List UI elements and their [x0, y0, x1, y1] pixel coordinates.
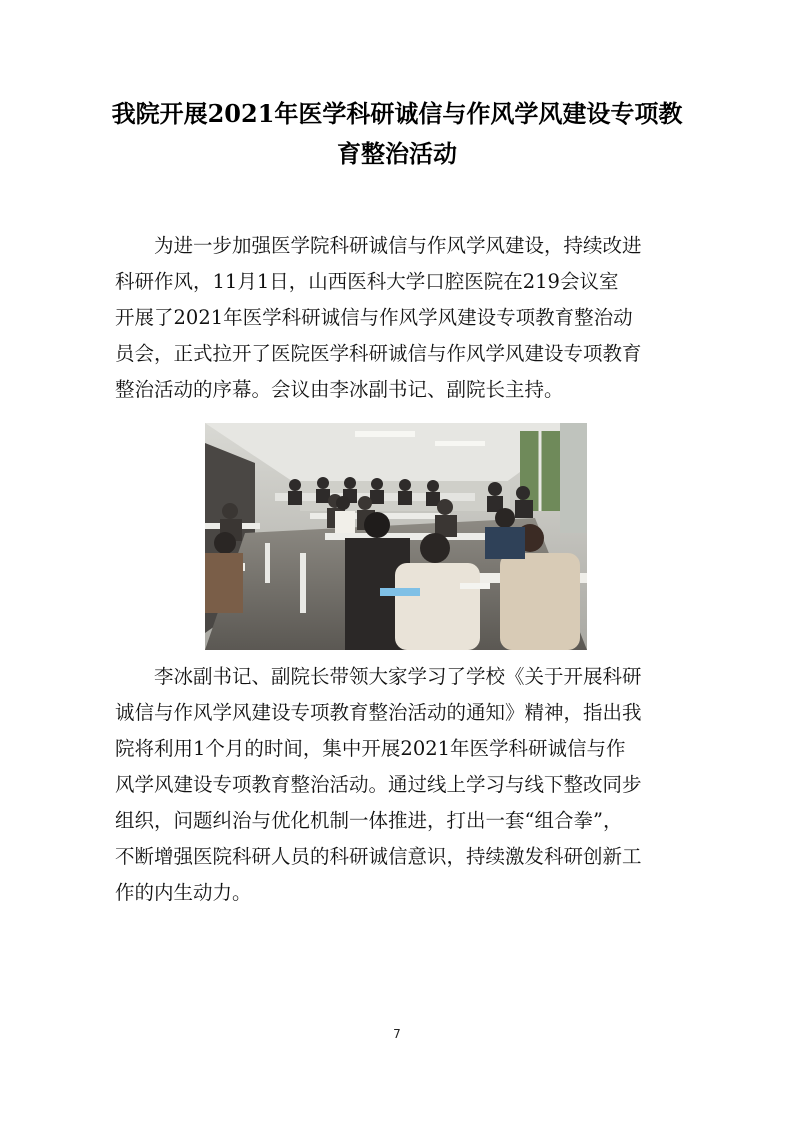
paragraph-line: 诚信与作风学风建设专项教育整治活动的通知》精神，指出我: [115, 701, 642, 724]
paragraph-line: 不断增强医院科研人员的科研诚信意识，持续激发科研创新工: [115, 845, 642, 868]
paragraph-line: 为进一步加强医学院科研诚信与作风学风建设，持续改进: [115, 234, 642, 257]
paragraph-intro: [115, 228, 680, 408]
paragraph-line: 李冰副书记、副院长带领大家学习了学校《关于开展科研: [115, 665, 642, 688]
page-number: 7: [393, 1027, 401, 1041]
paragraph-body: [115, 659, 680, 911]
meeting-room-photo: [205, 423, 587, 650]
photo-illustration: [205, 423, 587, 650]
title-line-1: 我院开展2021年医学科研诚信与作风学风建设专项教: [111, 99, 683, 128]
paragraph-line: 组织，问题纠治与优化机制一体推进，打出一套“组合拳”，: [115, 809, 623, 832]
paragraph-line: 院将利用1个月的时间，集中开展2021年医学科研诚信与作: [115, 737, 626, 760]
paragraph-line: 科研作风，11月1日，山西医科大学口腔医院在219会议室: [115, 270, 619, 293]
paragraph-line: 风学风建设专项教育整治活动。通过线上学习与线下整改同步: [115, 773, 642, 796]
paragraph-line: 员会，正式拉开了医院医学科研诚信与作风学风建设专项教育: [115, 342, 642, 365]
paragraph-line: 开展了2021年医学科研诚信与作风学风建设专项教育整治动: [115, 306, 633, 329]
title-line-2: 育整治活动: [337, 139, 457, 168]
paragraph-line: 作的内生动力。: [115, 881, 252, 904]
paragraph-line: 整治活动的序幕。会议由李冰副书记、副院长主持。: [115, 378, 564, 401]
article-title: [95, 94, 699, 174]
